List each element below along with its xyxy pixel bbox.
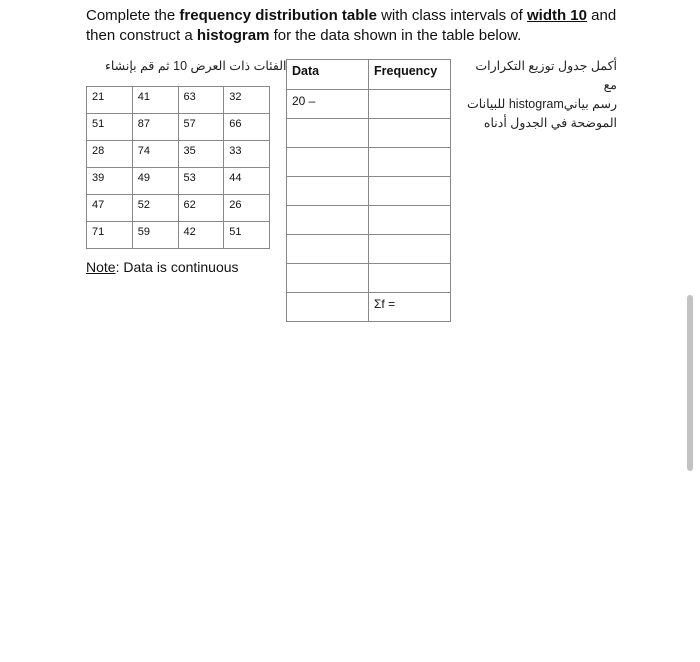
- frequency-cell: [369, 206, 451, 235]
- frequency-cell: [369, 235, 451, 264]
- data-cell: 42: [178, 222, 224, 249]
- table-row: [87, 87, 270, 114]
- table-row: [287, 293, 451, 322]
- data-cell: 51: [224, 222, 270, 249]
- table-row: [287, 264, 451, 293]
- data-cell: 87: [132, 114, 178, 141]
- frequency-cell: [287, 177, 369, 206]
- data-cell: 21: [87, 87, 133, 114]
- table-row: [287, 90, 451, 119]
- data-cell: 39: [87, 168, 133, 195]
- data-cell: 53: [178, 168, 224, 195]
- frequency-cell: [287, 235, 369, 264]
- data-cell: 63: [178, 87, 224, 114]
- frequency-cell: [287, 119, 369, 148]
- data-cell: 71: [87, 222, 133, 249]
- table-row: [287, 148, 451, 177]
- frequency-cell: [369, 264, 451, 293]
- data-cell: 59: [132, 222, 178, 249]
- frequency-cell: [287, 293, 369, 322]
- table-row: [287, 177, 451, 206]
- frequency-cell: [369, 90, 451, 119]
- note: Note: Data is continuous: [86, 259, 239, 275]
- data-cell: 33: [224, 141, 270, 168]
- data-cell: 62: [178, 195, 224, 222]
- data-cell: 28: [87, 141, 133, 168]
- table-row: [287, 206, 451, 235]
- frequency-cell: [287, 264, 369, 293]
- data-cell: 49: [132, 168, 178, 195]
- frequency-cell: [287, 206, 369, 235]
- column-header: Frequency: [369, 60, 451, 90]
- table-row: [87, 222, 270, 249]
- data-cell: 44: [224, 168, 270, 195]
- data-cell: 51: [87, 114, 133, 141]
- data-cell: 32: [224, 87, 270, 114]
- question-text: Complete the frequency distribution table with class intervals of width 10 and then construct a histogram for the data shown in the table below.: [86, 7, 617, 44]
- frequency-cell: Σf =: [369, 293, 451, 322]
- data-cell: 41: [132, 87, 178, 114]
- table-row: [87, 114, 270, 141]
- table-row: [87, 168, 270, 195]
- data-cell: 47: [87, 195, 133, 222]
- table-row: [287, 119, 451, 148]
- arabic-text-left: الفئات ذات العرض 10 ثم قم بإنشاء: [105, 59, 287, 73]
- scrollbar[interactable]: [687, 295, 693, 471]
- data-table: [86, 86, 270, 249]
- frequency-cell: [369, 177, 451, 206]
- data-cell: 57: [178, 114, 224, 141]
- data-cell: 66: [224, 114, 270, 141]
- data-cell: 74: [132, 141, 178, 168]
- frequency-cell: [369, 119, 451, 148]
- frequency-table: [286, 59, 451, 322]
- data-cell: 52: [132, 195, 178, 222]
- column-header: Data: [287, 60, 369, 90]
- frequency-cell: [287, 148, 369, 177]
- frequency-cell: [369, 148, 451, 177]
- frequency-cell: 20 –: [287, 90, 369, 119]
- table-row: [87, 195, 270, 222]
- table-row: [287, 235, 451, 264]
- data-cell: 26: [224, 195, 270, 222]
- table-row: [87, 141, 270, 168]
- header-row: [287, 60, 451, 90]
- arabic-text-right: أكمل جدول توزيع التكرارات مع رسم بيانيhistogram للبيانات الموضحة في الجدول أدناه: [467, 59, 617, 130]
- data-cell: 35: [178, 141, 224, 168]
